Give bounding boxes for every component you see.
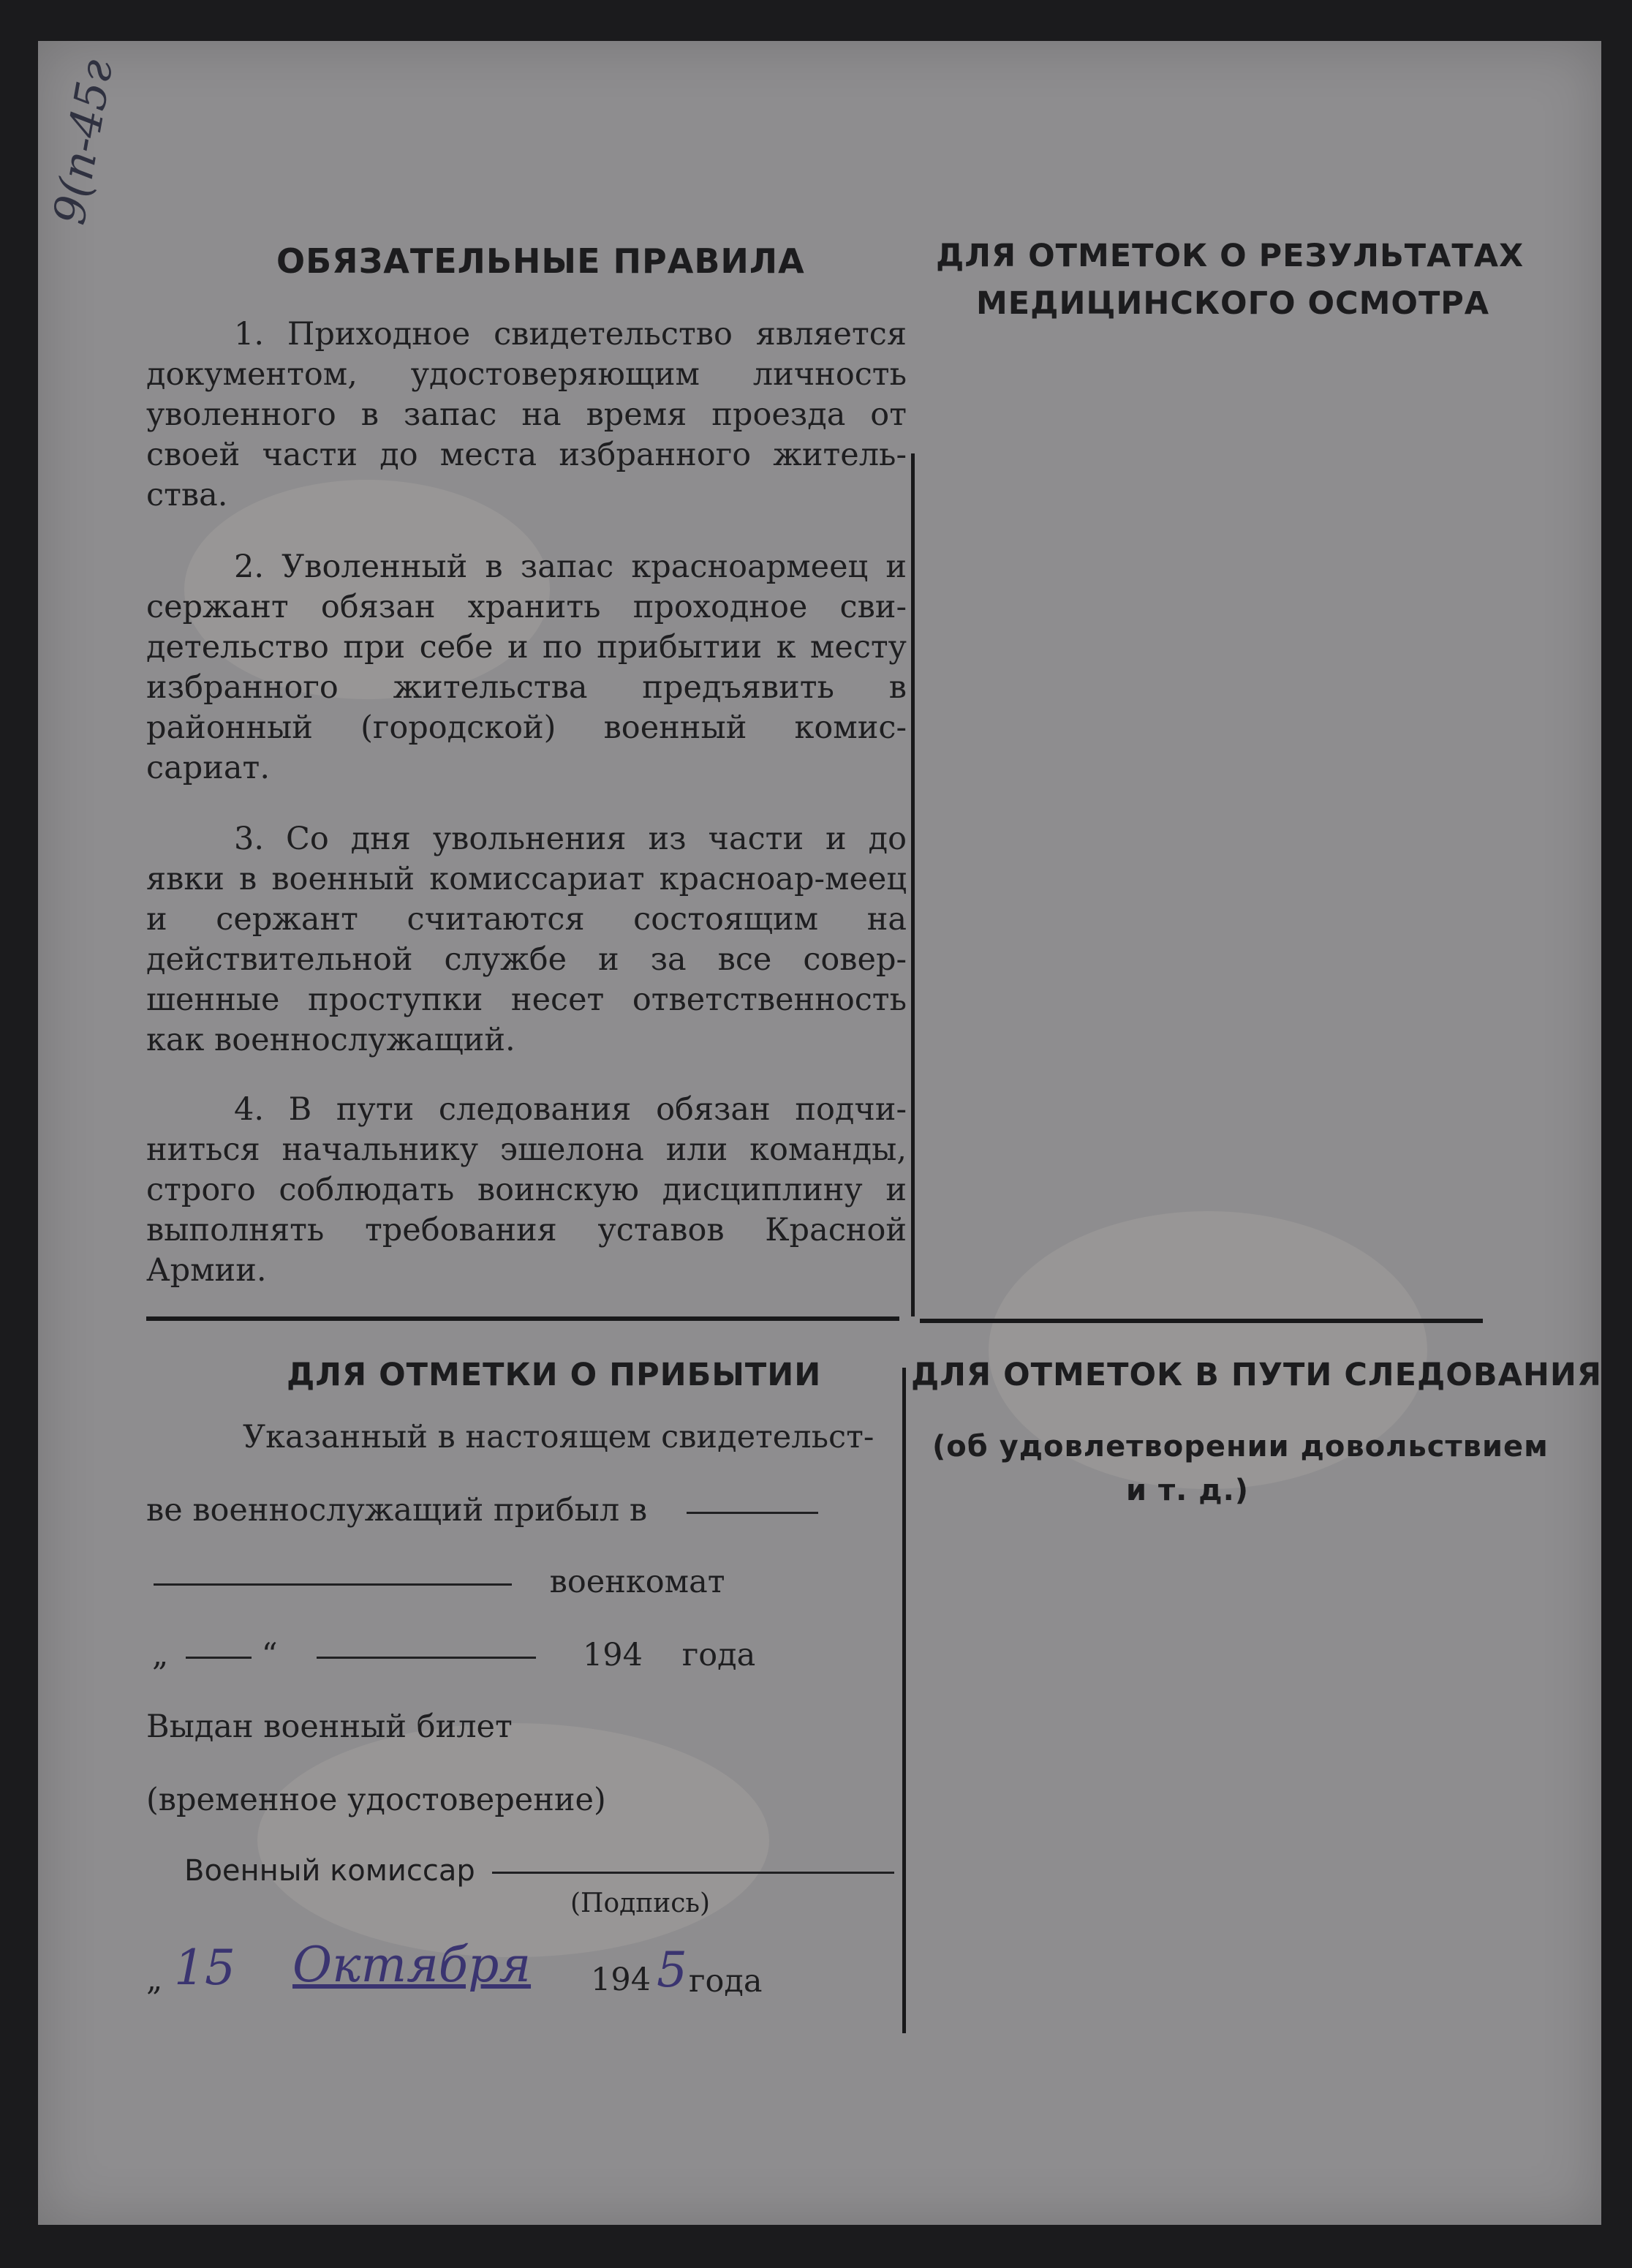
arrival-line-2: ве военнослужащий прибыл в bbox=[146, 1492, 818, 1529]
horizontal-divider-right bbox=[920, 1319, 1483, 1323]
temporary-line: (временное удостоверение) bbox=[146, 1782, 606, 1818]
lower-vertical-divider bbox=[902, 1368, 906, 2033]
paper-stain bbox=[257, 1723, 769, 1957]
arrival-line-1: Указанный в настоящем свидетельст- bbox=[243, 1419, 874, 1455]
signature-caption: (Подпись) bbox=[570, 1888, 711, 1918]
horizontal-divider-left bbox=[146, 1316, 899, 1321]
day-blank bbox=[186, 1657, 252, 1659]
bottom-date-line: „ bbox=[146, 1962, 163, 1998]
rule-item-1: 1. Приходное свидетельство является документом, удостоверяющим личность уволенного в запас на время проезда от своей части до места избранного житель-ства. bbox=[146, 316, 907, 513]
arrival-place-blank bbox=[687, 1512, 818, 1514]
handwritten-month: Октября bbox=[292, 1937, 532, 1993]
upper-vertical-divider bbox=[911, 453, 915, 1316]
commissar-line: Военный комиссар bbox=[184, 1852, 894, 1888]
handwritten-day: 15 bbox=[174, 1940, 235, 1996]
issued-line: Выдан военный билет bbox=[146, 1708, 513, 1745]
bottom-year-prefix: 194 bbox=[591, 1962, 651, 1998]
transit-note-line2: и т. д.) bbox=[1126, 1474, 1250, 1507]
transit-title: ДЛЯ ОТМЕТОК В ПУТИ СЛЕДОВАНИЯ bbox=[911, 1357, 1602, 1393]
bottom-year-word: года bbox=[689, 1963, 763, 2000]
medical-title-line1: ДЛЯ ОТМЕТОК О РЕЗУЛЬТАТАХ bbox=[936, 238, 1525, 274]
rules-title: ОБЯЗАТЕЛЬНЫЕ ПРАВИЛА bbox=[276, 241, 805, 281]
voenkomat-blank bbox=[154, 1583, 512, 1586]
month-blank bbox=[317, 1657, 536, 1659]
rule-item-4: 4. В пути следования обязан подчи-ниться начальнику эшелона или команды, строго соблюдать воинскую дисциплину и выполнять требования уставов Красной Армии. bbox=[146, 1091, 907, 1289]
commissar-signature-blank bbox=[492, 1872, 894, 1874]
rule-item-2: 2. Уволенный в запас красноармеец и сержант обязан хранить проходное сви-детельство при себе и по прибытии к месту избранного жительства предъявить в районный (городской) военный комис-сариат. bbox=[146, 549, 907, 786]
medical-title-line2: МЕДИЦИНСКОГО ОСМОТРА bbox=[976, 285, 1490, 322]
transit-note-line1: (об удовлетворении довольствием bbox=[932, 1430, 1549, 1463]
margin-handwritten-note: 9(п-45г bbox=[44, 56, 124, 229]
arrival-line-3: военкомат bbox=[154, 1564, 725, 1600]
handwritten-year-digit: 5 bbox=[657, 1942, 687, 1998]
arrival-title: ДЛЯ ОТМЕТКИ О ПРИБЫТИИ bbox=[287, 1357, 822, 1393]
rule-item-3: 3. Со дня увольнения из части и до явки в военный комиссариат красноар-меец и сержант считаются состоящим на действительной службе и за все совер-шенные проступки несет ответственность как военнослужащий. bbox=[146, 821, 907, 1058]
arrival-date-line: „ “ 194 года bbox=[152, 1637, 756, 1673]
